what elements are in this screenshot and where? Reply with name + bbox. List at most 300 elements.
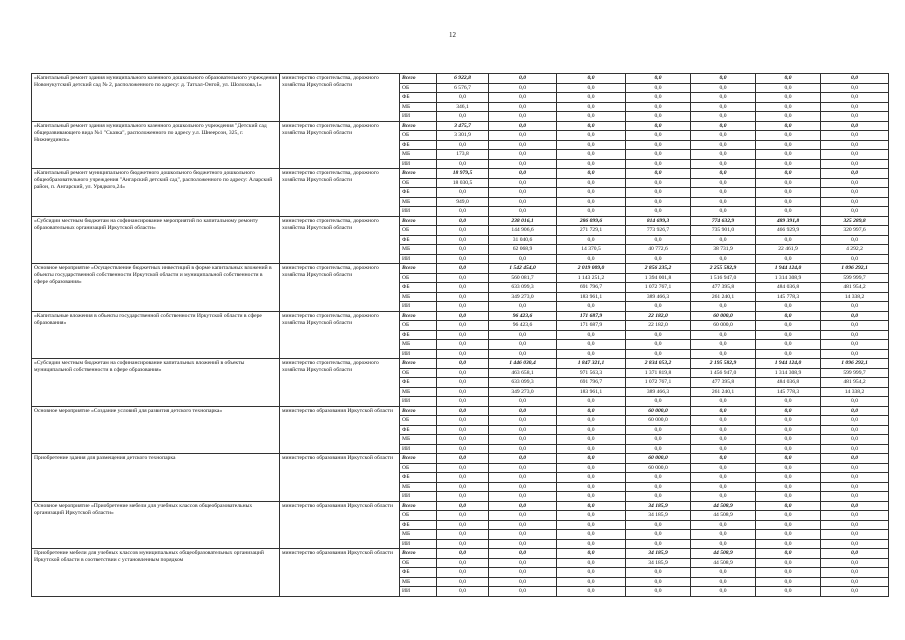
- value-cell: 0,0: [437, 226, 489, 236]
- value-cell: 0,0: [626, 140, 691, 150]
- value-cell: 0,0: [756, 406, 821, 416]
- funding-source-cell: МБ: [400, 292, 437, 302]
- value-cell: 0,0: [489, 454, 557, 464]
- table-row: [32, 121, 889, 131]
- value-cell: 0,0: [437, 292, 489, 302]
- value-cell: 0,0: [756, 530, 821, 540]
- value-cell: 2 255 582,9: [691, 264, 756, 274]
- value-cell: 0,0: [489, 492, 557, 502]
- value-cell: 0,0: [821, 254, 889, 264]
- value-cell: 0,0: [756, 254, 821, 264]
- value-cell: 0,0: [756, 121, 821, 131]
- value-cell: 22 461,9: [756, 245, 821, 255]
- funding-source-cell: ОБ: [400, 416, 437, 426]
- funding-source-cell: Всего: [400, 454, 437, 464]
- value-cell: 0,0: [489, 530, 557, 540]
- value-cell: 3 301,9: [437, 131, 489, 141]
- value-cell: 0,0: [626, 93, 691, 103]
- value-cell: 0,0: [437, 321, 489, 331]
- value-cell: 0,0: [691, 463, 756, 473]
- value-cell: 0,0: [557, 587, 626, 597]
- responsible-cell: министерство строительства, дорожного хозяйства Иркутской области: [280, 121, 400, 169]
- value-cell: 14 338,2: [821, 292, 889, 302]
- value-cell: 0,0: [821, 112, 889, 122]
- value-cell: 0,0: [626, 188, 691, 198]
- value-cell: 0,0: [437, 207, 489, 217]
- funding-source-cell: ИИ: [400, 539, 437, 549]
- value-cell: 349 273,0: [489, 387, 557, 397]
- table-row: [32, 216, 889, 226]
- value-cell: 0,0: [626, 444, 691, 454]
- value-cell: 0,0: [489, 406, 557, 416]
- funding-source-cell: ФБ: [400, 93, 437, 103]
- value-cell: 0,0: [489, 112, 557, 122]
- value-cell: 0,0: [691, 159, 756, 169]
- value-cell: 96 423,6: [489, 311, 557, 321]
- funding-source-cell: ОБ: [400, 273, 437, 283]
- value-cell: 0,0: [489, 425, 557, 435]
- value-cell: 0,0: [691, 93, 756, 103]
- value-cell: 477 395,8: [691, 283, 756, 293]
- value-cell: 0,0: [489, 178, 557, 188]
- value-cell: 1 847 321,1: [557, 359, 626, 369]
- value-cell: 0,0: [691, 492, 756, 502]
- value-cell: 0,0: [821, 102, 889, 112]
- value-cell: 0,0: [437, 302, 489, 312]
- value-cell: 22 182,0: [626, 321, 691, 331]
- value-cell: 0,0: [489, 188, 557, 198]
- responsible-cell: министерство образования Иркутской области: [280, 501, 400, 549]
- responsible-cell: министерство строительства, дорожного хозяйства Иркутской области: [280, 359, 400, 407]
- value-cell: 0,0: [756, 558, 821, 568]
- value-cell: 0,0: [821, 121, 889, 131]
- value-cell: 484 036,8: [756, 283, 821, 293]
- value-cell: 0,0: [821, 302, 889, 312]
- value-cell: 0,0: [489, 416, 557, 426]
- value-cell: 0,0: [626, 435, 691, 445]
- value-cell: 0,0: [489, 435, 557, 445]
- funding-source-cell: МБ: [400, 435, 437, 445]
- funding-source-cell: ОБ: [400, 368, 437, 378]
- funding-source-cell: ОБ: [400, 131, 437, 141]
- value-cell: 0,0: [756, 549, 821, 559]
- value-cell: 0,0: [626, 74, 691, 84]
- value-cell: 34 185,9: [626, 501, 691, 511]
- value-cell: 0,0: [691, 74, 756, 84]
- value-cell: 0,0: [756, 568, 821, 578]
- value-cell: 0,0: [437, 511, 489, 521]
- value-cell: 0,0: [437, 359, 489, 369]
- table-row: [32, 406, 889, 416]
- responsible-cell: министерство строительства, дорожного хозяйства Иркутской области: [280, 216, 400, 264]
- funding-source-cell: ФБ: [400, 140, 437, 150]
- value-cell: 0,0: [489, 444, 557, 454]
- value-cell: 346,1: [437, 102, 489, 112]
- value-cell: 1 944 124,0: [756, 359, 821, 369]
- value-cell: 0,0: [437, 283, 489, 293]
- value-cell: 0,0: [489, 169, 557, 179]
- value-cell: 691 796,7: [557, 378, 626, 388]
- value-cell: 0,0: [489, 159, 557, 169]
- value-cell: 0,0: [691, 102, 756, 112]
- value-cell: 34 185,9: [626, 558, 691, 568]
- value-cell: 0,0: [557, 207, 626, 217]
- value-cell: 0,0: [821, 587, 889, 597]
- value-cell: 0,0: [691, 473, 756, 483]
- value-cell: 0,0: [691, 169, 756, 179]
- value-cell: 145 778,3: [756, 387, 821, 397]
- value-cell: 144 906,6: [489, 226, 557, 236]
- value-cell: 44 508,9: [691, 549, 756, 559]
- value-cell: 60 000,0: [691, 321, 756, 331]
- value-cell: 0,0: [437, 406, 489, 416]
- value-cell: 0,0: [756, 311, 821, 321]
- value-cell: 0,0: [821, 520, 889, 530]
- responsible-cell: министерство строительства, дорожного хозяйства Иркутской области: [280, 169, 400, 217]
- value-cell: 774 632,9: [691, 216, 756, 226]
- value-cell: 599 999,7: [821, 368, 889, 378]
- value-cell: 0,0: [756, 207, 821, 217]
- value-cell: 0,0: [626, 473, 691, 483]
- funding-source-cell: ИИ: [400, 302, 437, 312]
- value-cell: 0,0: [489, 254, 557, 264]
- value-cell: 773 926,7: [626, 226, 691, 236]
- measure-name-cell: «Субсидии местным бюджетам на софинансирование мероприятий по капитальному ремонту образовательных организаций Иркутской области»: [32, 216, 280, 264]
- value-cell: 0,0: [691, 539, 756, 549]
- value-cell: 0,0: [557, 463, 626, 473]
- value-cell: 0,0: [626, 112, 691, 122]
- value-cell: 0,0: [691, 83, 756, 93]
- funding-source-cell: ФБ: [400, 330, 437, 340]
- value-cell: 0,0: [756, 188, 821, 198]
- value-cell: 171 687,9: [557, 311, 626, 321]
- funding-source-cell: Всего: [400, 169, 437, 179]
- funding-source-cell: ФБ: [400, 283, 437, 293]
- funding-source-cell: ОБ: [400, 178, 437, 188]
- value-cell: 0,0: [489, 463, 557, 473]
- value-cell: 0,0: [821, 311, 889, 321]
- value-cell: 0,0: [437, 501, 489, 511]
- value-cell: 1 944 124,0: [756, 264, 821, 274]
- funding-source-cell: ИИ: [400, 444, 437, 454]
- value-cell: 0,0: [489, 558, 557, 568]
- value-cell: 0,0: [437, 454, 489, 464]
- value-cell: 0,0: [691, 425, 756, 435]
- funding-source-cell: МБ: [400, 530, 437, 540]
- table-row: [32, 311, 889, 321]
- value-cell: 18 979,5: [437, 169, 489, 179]
- value-cell: 0,0: [821, 93, 889, 103]
- value-cell: 0,0: [626, 568, 691, 578]
- value-cell: 0,0: [626, 131, 691, 141]
- value-cell: 0,0: [557, 150, 626, 160]
- value-cell: 0,0: [821, 330, 889, 340]
- value-cell: 0,0: [489, 131, 557, 141]
- measure-name-cell: Основное мероприятие «Осуществление бюджетных инвестиций в форме капитальных вложений в объекты государственной собственности Иркутской области и муниципальной собственности в сфере образования»: [32, 264, 280, 312]
- value-cell: 0,0: [756, 93, 821, 103]
- value-cell: 0,0: [557, 511, 626, 521]
- responsible-cell: министерство образования Иркутской области: [280, 549, 400, 597]
- value-cell: 691 796,7: [557, 283, 626, 293]
- value-cell: 0,0: [489, 83, 557, 93]
- value-cell: 0,0: [437, 425, 489, 435]
- value-cell: 0,0: [756, 74, 821, 84]
- funding-source-cell: МБ: [400, 245, 437, 255]
- measure-name-cell: «Капитальные вложения в объекты государственной собственности Иркутской области в сфере образования»: [32, 311, 280, 359]
- value-cell: 0,0: [626, 150, 691, 160]
- value-cell: 44 508,9: [691, 501, 756, 511]
- value-cell: 1 516 947,0: [691, 273, 756, 283]
- value-cell: 62 068,9: [489, 245, 557, 255]
- value-cell: 0,0: [437, 577, 489, 587]
- value-cell: 31 040,6: [489, 235, 557, 245]
- value-cell: 0,0: [691, 207, 756, 217]
- value-cell: 0,0: [691, 530, 756, 540]
- value-cell: 0,0: [557, 188, 626, 198]
- value-cell: 0,0: [557, 131, 626, 141]
- value-cell: 0,0: [489, 482, 557, 492]
- value-cell: 0,0: [691, 444, 756, 454]
- value-cell: 0,0: [489, 93, 557, 103]
- value-cell: 477 395,8: [691, 378, 756, 388]
- value-cell: 0,0: [489, 74, 557, 84]
- value-cell: 44 508,9: [691, 511, 756, 521]
- value-cell: 0,0: [626, 207, 691, 217]
- value-cell: 0,0: [821, 435, 889, 445]
- value-cell: 0,0: [437, 416, 489, 426]
- funding-source-cell: МБ: [400, 340, 437, 350]
- value-cell: 0,0: [557, 416, 626, 426]
- value-cell: 0,0: [626, 340, 691, 350]
- value-cell: 0,0: [557, 121, 626, 131]
- value-cell: 0,0: [821, 425, 889, 435]
- value-cell: 599 999,7: [821, 273, 889, 283]
- value-cell: 0,0: [557, 539, 626, 549]
- funding-source-cell: ФБ: [400, 568, 437, 578]
- value-cell: 145 778,3: [756, 292, 821, 302]
- value-cell: 0,0: [756, 169, 821, 179]
- value-cell: 60 000,0: [626, 406, 691, 416]
- value-cell: 286 099,6: [557, 216, 626, 226]
- value-cell: 0,0: [489, 539, 557, 549]
- value-cell: 0,0: [489, 397, 557, 407]
- value-cell: 0,0: [557, 178, 626, 188]
- value-cell: 0,0: [437, 349, 489, 359]
- value-cell: 0,0: [626, 330, 691, 340]
- value-cell: 971 563,3: [557, 368, 626, 378]
- value-cell: 18 030,5: [437, 178, 489, 188]
- value-cell: 0,0: [691, 577, 756, 587]
- value-cell: 0,0: [437, 397, 489, 407]
- value-cell: 173,8: [437, 150, 489, 160]
- value-cell: 0,0: [489, 207, 557, 217]
- value-cell: 466 929,9: [756, 226, 821, 236]
- value-cell: 0,0: [557, 577, 626, 587]
- value-cell: 0,0: [756, 112, 821, 122]
- value-cell: 0,0: [557, 397, 626, 407]
- value-cell: 0,0: [756, 444, 821, 454]
- funding-source-cell: ФБ: [400, 188, 437, 198]
- value-cell: 0,0: [756, 178, 821, 188]
- value-cell: 1 096 292,1: [821, 264, 889, 274]
- value-cell: 0,0: [821, 321, 889, 331]
- value-cell: 0,0: [626, 587, 691, 597]
- value-cell: 0,0: [691, 435, 756, 445]
- value-cell: 0,0: [437, 520, 489, 530]
- value-cell: 0,0: [821, 492, 889, 502]
- value-cell: 0,0: [756, 577, 821, 587]
- measure-name-cell: «Капитальный ремонт муниципального бюджетного дошкольного бюджетного дошкольного общеобразовательного учреждения "Ангарский детский сад", расположенного по адресу: Аларский район, п. Ангарский, ул. Урядкого,24»: [32, 169, 280, 217]
- value-cell: 6 922,8: [437, 74, 489, 84]
- value-cell: 271 729,1: [557, 226, 626, 236]
- value-cell: 0,0: [557, 330, 626, 340]
- value-cell: 0,0: [821, 159, 889, 169]
- value-cell: 481 954,2: [821, 378, 889, 388]
- value-cell: 0,0: [821, 397, 889, 407]
- funding-source-cell: Всего: [400, 501, 437, 511]
- value-cell: 0,0: [756, 197, 821, 207]
- value-cell: 0,0: [691, 150, 756, 160]
- value-cell: 0,0: [557, 473, 626, 483]
- funding-source-cell: Всего: [400, 74, 437, 84]
- value-cell: 325 289,8: [821, 216, 889, 226]
- value-cell: 735 901,0: [691, 226, 756, 236]
- value-cell: 0,0: [557, 435, 626, 445]
- value-cell: 0,0: [821, 558, 889, 568]
- value-cell: 0,0: [691, 482, 756, 492]
- funding-source-cell: ОБ: [400, 463, 437, 473]
- value-cell: 0,0: [437, 539, 489, 549]
- value-cell: 0,0: [756, 473, 821, 483]
- funding-source-cell: ИИ: [400, 492, 437, 502]
- value-cell: 349 273,0: [489, 292, 557, 302]
- value-cell: 0,0: [756, 520, 821, 530]
- value-cell: 1 394 001,8: [626, 273, 691, 283]
- value-cell: 0,0: [489, 302, 557, 312]
- value-cell: 0,0: [626, 577, 691, 587]
- funding-source-cell: Всего: [400, 121, 437, 131]
- value-cell: 0,0: [756, 349, 821, 359]
- funding-source-cell: МБ: [400, 150, 437, 160]
- value-cell: 0,0: [821, 463, 889, 473]
- value-cell: 238 016,1: [489, 216, 557, 226]
- value-cell: 0,0: [756, 511, 821, 521]
- value-cell: 0,0: [489, 511, 557, 521]
- value-cell: 0,0: [437, 330, 489, 340]
- value-cell: 0,0: [557, 530, 626, 540]
- value-cell: 60 000,0: [626, 463, 691, 473]
- value-cell: 949,0: [437, 197, 489, 207]
- value-cell: 0,0: [437, 254, 489, 264]
- value-cell: 0,0: [756, 140, 821, 150]
- value-cell: 0,0: [557, 340, 626, 350]
- value-cell: 0,0: [557, 169, 626, 179]
- value-cell: 0,0: [626, 520, 691, 530]
- value-cell: 1 456 947,0: [691, 368, 756, 378]
- value-cell: 0,0: [821, 188, 889, 198]
- value-cell: 0,0: [489, 501, 557, 511]
- funding-source-cell: ОБ: [400, 321, 437, 331]
- value-cell: 0,0: [691, 397, 756, 407]
- value-cell: 0,0: [626, 492, 691, 502]
- responsible-cell: министерство образования Иркутской области: [280, 454, 400, 502]
- value-cell: 0,0: [437, 368, 489, 378]
- value-cell: 0,0: [557, 140, 626, 150]
- value-cell: 3 475,7: [437, 121, 489, 131]
- value-cell: 1 096 292,1: [821, 359, 889, 369]
- value-cell: 0,0: [821, 511, 889, 521]
- value-cell: 34 185,9: [626, 549, 691, 559]
- value-cell: 0,0: [691, 188, 756, 198]
- funding-source-cell: ИИ: [400, 397, 437, 407]
- value-cell: 633 099,3: [489, 283, 557, 293]
- value-cell: 0,0: [691, 197, 756, 207]
- value-cell: 0,0: [626, 254, 691, 264]
- value-cell: 0,0: [557, 482, 626, 492]
- value-cell: 0,0: [626, 159, 691, 169]
- value-cell: 0,0: [756, 235, 821, 245]
- value-cell: 0,0: [489, 549, 557, 559]
- funding-source-cell: ФБ: [400, 425, 437, 435]
- measure-name-cell: «Капитальный ремонт здания муниципального казенного дошкольного образовательного учреждения Новонукутский детский сад № 2, расположенного по адресу: д. Татхал-Онгой, ул. Шолохова,1»: [32, 74, 280, 122]
- value-cell: 0,0: [691, 454, 756, 464]
- value-cell: 0,0: [821, 207, 889, 217]
- value-cell: 96 423,6: [489, 321, 557, 331]
- table-row: [32, 549, 889, 559]
- value-cell: 0,0: [821, 74, 889, 84]
- funding-source-cell: МБ: [400, 482, 437, 492]
- value-cell: 0,0: [821, 482, 889, 492]
- value-cell: 0,0: [437, 273, 489, 283]
- value-cell: 0,0: [756, 482, 821, 492]
- value-cell: 40 772,6: [626, 245, 691, 255]
- value-cell: 0,0: [821, 530, 889, 540]
- value-cell: 0,0: [821, 454, 889, 464]
- funding-source-cell: Всего: [400, 264, 437, 274]
- value-cell: 0,0: [821, 169, 889, 179]
- value-cell: 0,0: [557, 254, 626, 264]
- budget-table: [31, 73, 889, 597]
- value-cell: 389 466,3: [626, 387, 691, 397]
- value-cell: 1 314 308,9: [756, 273, 821, 283]
- value-cell: 0,0: [437, 558, 489, 568]
- value-cell: 22 182,0: [626, 311, 691, 321]
- responsible-cell: министерство строительства, дорожного хозяйства Иркутской области: [280, 311, 400, 359]
- measure-name-cell: Приобретение здания для размещения детского технопарка: [32, 454, 280, 502]
- funding-source-cell: Всего: [400, 549, 437, 559]
- value-cell: 0,0: [756, 302, 821, 312]
- value-cell: 38 731,9: [691, 245, 756, 255]
- value-cell: 0,0: [557, 93, 626, 103]
- measure-name-cell: «Субсидии местным бюджетам на софинансирование капитальных вложений в объекты муниципальной собственности в сфере образования»: [32, 359, 280, 407]
- table-row: [32, 359, 889, 369]
- value-cell: 814 699,3: [626, 216, 691, 226]
- value-cell: 463 658,1: [489, 368, 557, 378]
- value-cell: 0,0: [691, 330, 756, 340]
- value-cell: 1 371 819,8: [626, 368, 691, 378]
- value-cell: 2 195 582,9: [691, 359, 756, 369]
- value-cell: 0,0: [557, 197, 626, 207]
- measure-name-cell: Приобретение мебели для учебных классов муниципальных общеобразовательных организаций Иркутской области в соответствии с установленным порядком: [32, 549, 280, 597]
- value-cell: 1 143 251,2: [557, 273, 626, 283]
- value-cell: 1 542 454,0: [489, 264, 557, 274]
- value-cell: 0,0: [437, 378, 489, 388]
- value-cell: 0,0: [437, 311, 489, 321]
- value-cell: 0,0: [821, 140, 889, 150]
- value-cell: 0,0: [756, 159, 821, 169]
- value-cell: 0,0: [821, 577, 889, 587]
- value-cell: 0,0: [437, 549, 489, 559]
